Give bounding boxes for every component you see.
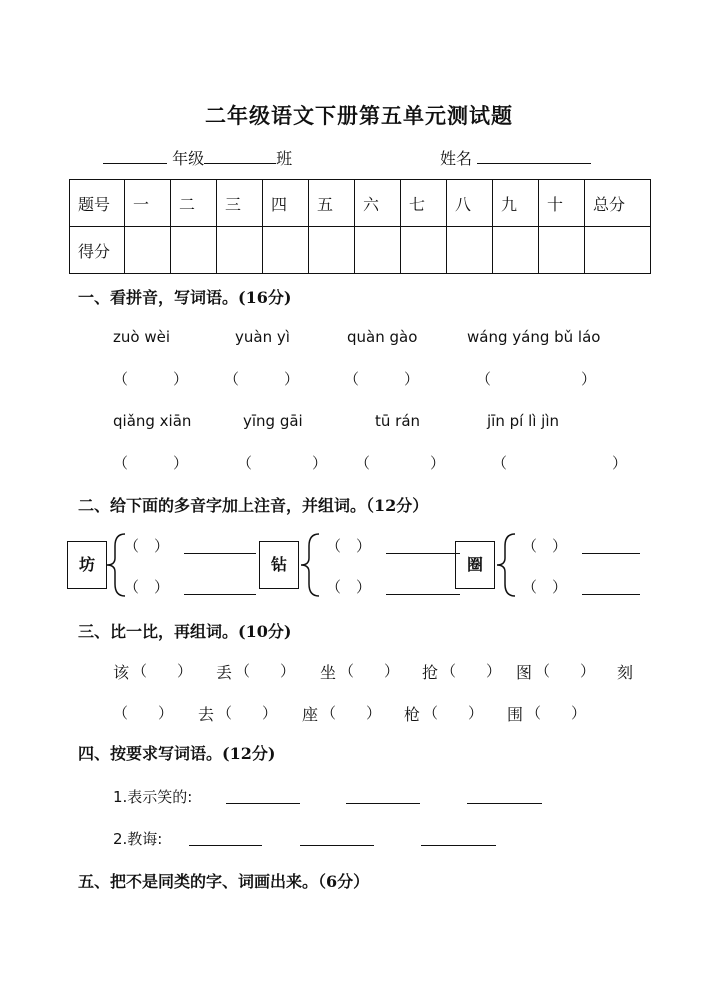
word-task-label: 2.教诲: (113, 830, 163, 848)
score-header-cell: 一 (125, 180, 171, 227)
grade-line (103, 146, 292, 169)
score-cell[interactable] (217, 227, 263, 274)
word-blank[interactable] (421, 845, 496, 846)
word-blank[interactable] (184, 553, 256, 554)
word-blank[interactable] (189, 845, 262, 846)
score-cell[interactable] (263, 227, 309, 274)
pinyin-item: tū rán (375, 412, 421, 430)
name-line (440, 146, 591, 169)
score-header-cell: 二 (171, 180, 217, 227)
pinyin-item: jīn pí lì jìn (487, 412, 560, 430)
word-blank[interactable] (582, 553, 640, 554)
score-header-cell: 十 (539, 180, 585, 227)
compare-char: 图 (516, 663, 533, 682)
score-cell[interactable] (539, 227, 585, 274)
compare-paren[interactable]: （ ） (535, 662, 596, 680)
compare-paren[interactable]: （ ） (526, 704, 587, 722)
compare-char: 该 (113, 663, 130, 682)
compare-char: 抢 (422, 663, 439, 682)
score-header-row (70, 180, 651, 227)
pinyin-item: zuò wèi (113, 328, 170, 346)
compare-char: 丢 (216, 663, 233, 682)
answer-paren[interactable]: （ ） (224, 370, 300, 388)
section3-heading: 三、比一比，再组词。(10分) (78, 622, 292, 641)
word-blank[interactable] (386, 553, 460, 554)
score-header-cell: 六 (355, 180, 401, 227)
compare-char: 刻 (617, 663, 634, 682)
polyphone-char-box: 坊 (67, 541, 107, 589)
answer-paren[interactable]: （ ） (355, 454, 446, 472)
grade-blank[interactable] (103, 147, 167, 164)
pinyin-paren[interactable]: （ ） (124, 578, 170, 596)
name-blank[interactable] (477, 147, 591, 164)
section2-heading: 二、给下面的多音字加上注音，并组词。（12分） (78, 496, 429, 515)
score-cell[interactable] (493, 227, 539, 274)
answer-paren[interactable]: （ ） (476, 370, 597, 388)
word-blank[interactable] (226, 803, 300, 804)
answer-paren[interactable]: （ ） (344, 370, 420, 388)
pinyin-item: qiǎng xiān (113, 412, 192, 430)
brace-icon (495, 532, 517, 598)
score-cell[interactable] (355, 227, 401, 274)
score-label-cell: 得分 (70, 227, 125, 274)
score-header-cell: 总分 (585, 180, 651, 227)
word-blank[interactable] (184, 594, 256, 595)
name-label: 姓名 (440, 149, 473, 168)
answer-paren[interactable]: （ ） (113, 454, 189, 472)
grade-label: 年级 (172, 149, 205, 168)
compare-paren[interactable]: （ ） (235, 662, 296, 680)
answer-paren[interactable]: （ ） (492, 454, 628, 472)
word-blank[interactable] (467, 803, 542, 804)
word-blank[interactable] (300, 845, 374, 846)
brace-icon (299, 532, 321, 598)
section4-heading: 四、按要求写词语。(12分) (78, 744, 276, 763)
score-cell[interactable] (309, 227, 355, 274)
score-cell[interactable] (171, 227, 217, 274)
pinyin-item: quàn gào (347, 328, 418, 346)
pinyin-paren[interactable]: （ ） (124, 537, 170, 555)
page-title: 二年级语文下册第五单元测试题 (205, 103, 513, 128)
compare-char: 坐 (320, 663, 337, 682)
score-cell[interactable] (585, 227, 651, 274)
pinyin-item: yuàn yì (235, 328, 290, 346)
compare-paren[interactable]: （ ） (321, 704, 382, 722)
word-blank[interactable] (582, 594, 640, 595)
word-blank[interactable] (386, 594, 460, 595)
section5-heading: 五、把不是同类的字、词画出来。（6分） (78, 872, 370, 891)
class-label: 班 (276, 149, 293, 168)
section1-heading: 一、看拼音，写词语。(16分) (78, 288, 292, 307)
compare-char: 围 (507, 705, 524, 724)
compare-char: 座 (302, 705, 319, 724)
polyphone-char-box: 圈 (455, 541, 495, 589)
word-task-label: 1.表示笑的: (113, 788, 193, 806)
score-table (69, 179, 651, 274)
word-blank[interactable] (346, 803, 420, 804)
score-header-cell: 三 (217, 180, 263, 227)
score-header-cell: 四 (263, 180, 309, 227)
compare-paren[interactable]: （ ） (423, 704, 484, 722)
polyphone-char-box: 钻 (259, 541, 299, 589)
compare-paren[interactable]: （ ） (339, 662, 400, 680)
class-blank[interactable] (204, 147, 276, 164)
score-cell[interactable] (125, 227, 171, 274)
pinyin-paren[interactable]: （ ） (522, 537, 568, 555)
compare-paren[interactable]: （ ） (113, 704, 174, 722)
answer-paren[interactable]: （ ） (237, 454, 328, 472)
score-header-cell: 题号 (70, 180, 125, 227)
pinyin-paren[interactable]: （ ） (522, 578, 568, 596)
compare-char: 去 (198, 705, 215, 724)
answer-paren[interactable]: （ ） (113, 370, 189, 388)
score-row (70, 227, 651, 274)
compare-char: 枪 (404, 705, 421, 724)
pinyin-paren[interactable]: （ ） (326, 537, 372, 555)
score-header-cell: 七 (401, 180, 447, 227)
score-cell[interactable] (401, 227, 447, 274)
score-header-cell: 九 (493, 180, 539, 227)
pinyin-item: yīng gāi (243, 412, 303, 430)
pinyin-paren[interactable]: （ ） (326, 578, 372, 596)
score-header-cell: 八 (447, 180, 493, 227)
score-cell[interactable] (447, 227, 493, 274)
compare-paren[interactable]: （ ） (132, 662, 193, 680)
score-header-cell: 五 (309, 180, 355, 227)
compare-paren[interactable]: （ ） (217, 704, 278, 722)
compare-paren[interactable]: （ ） (441, 662, 502, 680)
pinyin-item: wáng yáng bǔ láo (467, 328, 601, 346)
